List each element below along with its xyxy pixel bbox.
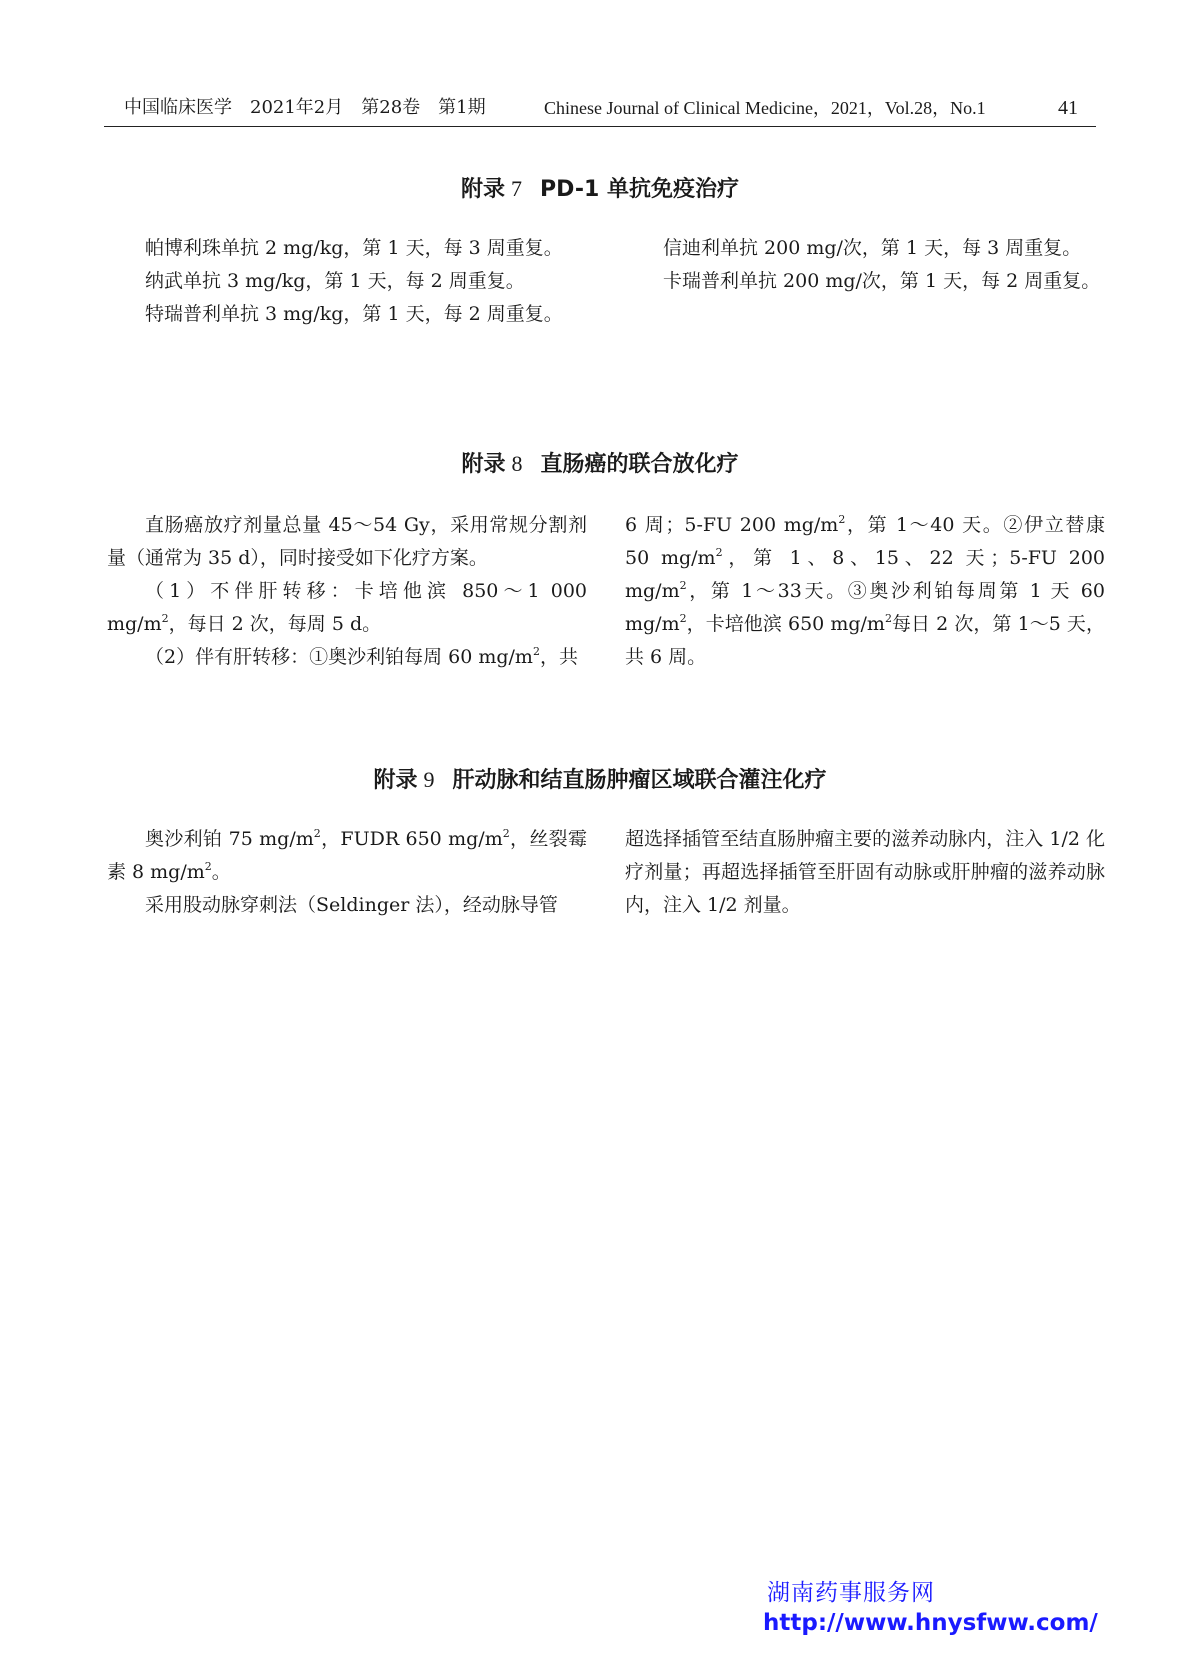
text-run: ，丝裂霉素 8 mg/m [107, 828, 587, 883]
paragraph: 直肠癌放疗剂量总量 45～54 Gy，采用常规分割剂量（通常为 35 d），同时接受如下化疗方案。 [107, 514, 587, 569]
page-number: 41 [1058, 97, 1078, 119]
appendix8-title [0, 447, 1200, 478]
superscript: 2 [204, 860, 212, 873]
appendix-label: 附录 [461, 452, 506, 477]
text-run: 奥沙利铂 75 mg/m [145, 828, 314, 850]
appendix-heading: 肝动脉和结直肠肿瘤区域联合灌注化疗 [452, 768, 827, 793]
paragraph [107, 575, 587, 641]
appendix-heading: PD-1 单抗免疫治疗 [540, 177, 739, 202]
appendix-label: 附录 [373, 768, 418, 793]
journal-issue-cn: 中国临床医学 2021年2月 第28卷 第1期 [124, 97, 486, 118]
superscript: 2 [161, 612, 169, 625]
appendix-number: 8 [511, 451, 523, 476]
superscript: 2 [715, 546, 723, 559]
text-run: ，第 1～33天。③奥沙利铂每周第 1 天 60 mg/m [625, 580, 1105, 635]
regimen-line: 帕博利珠单抗 2 mg/kg，第 1 天，每 3 周重复。 [145, 237, 563, 259]
paragraph [625, 509, 1105, 674]
regimen-line: 纳武单抗 3 mg/kg，第 1 天，每 2 周重复。 [145, 270, 525, 292]
appendix-number: 9 [423, 767, 435, 792]
running-header [104, 96, 1096, 127]
superscript: 2 [313, 827, 321, 840]
superscript: 2 [502, 827, 510, 840]
site-watermark [763, 1578, 1098, 1638]
appendix9-right-column [625, 823, 1105, 922]
regimen-line: 卡瑞普利单抗 200 mg/次，第 1 天，每 2 周重复。 [663, 270, 1101, 292]
appendix7-left-column [107, 232, 587, 331]
appendix8-right-column [625, 509, 1105, 674]
paragraph [107, 823, 587, 889]
text-run: ，每日 2 次，每周 5 d。 [168, 613, 382, 635]
superscript: 2 [679, 579, 687, 592]
text-run: （2）伴有肝转移：①奥沙利铂每周 60 mg/m [145, 646, 533, 668]
text-run: ，第 1、8、15、22 天；5-FU 200 mg/m [625, 547, 1105, 602]
paragraph: 采用股动脉穿刺法（Seldinger 法），经动脉导管 [145, 894, 558, 916]
superscript: 2 [884, 612, 892, 625]
appendix-number: 7 [511, 176, 523, 201]
appendix9-title [0, 763, 1200, 794]
appendix-heading: 直肠癌的联合放化疗 [540, 452, 739, 477]
appendix-label: 附录 [461, 177, 506, 202]
appendix7-right-column [625, 232, 1105, 298]
superscript: 2 [838, 513, 846, 526]
journal-issue-en: Chinese Journal of Clinical Medicine，2021，Vol.28，No.1 [544, 98, 986, 118]
paragraph: 超选择插管至结直肠肿瘤主要的滋养动脉内，注入 1/2 化疗剂量；再超选择插管至肝固有动脉或肝肿瘤的滋养动脉内，注入 1/2 剂量。 [625, 828, 1105, 916]
appendix8-left-column [107, 509, 587, 674]
text-run: 每日 2 次，第 1～5 天，共 6 周。 [625, 613, 1105, 668]
appendix9-left-column [107, 823, 587, 922]
watermark-url[interactable]: http://www.hnysfww.com/ [763, 1610, 1098, 1636]
regimen-line: 特瑞普利单抗 3 mg/kg，第 1 天，每 2 周重复。 [145, 303, 563, 325]
text-run: （1）不伴肝转移：卡培他滨 850～1 000 mg/m [107, 580, 587, 635]
regimen-line: 信迪利单抗 200 mg/次，第 1 天，每 3 周重复。 [663, 237, 1082, 259]
superscript: 2 [532, 645, 540, 658]
text-run: ，FUDR 650 mg/m [320, 828, 503, 850]
paragraph [107, 641, 587, 674]
appendix7-title [0, 172, 1200, 203]
text-run: ，共 [539, 646, 578, 668]
text-run: ，卡培他滨 650 mg/m [686, 613, 885, 635]
text-run: 6 周；5-FU 200 mg/m [625, 514, 839, 536]
watermark-name: 湖南药事服务网 [767, 1580, 935, 1606]
superscript: 2 [679, 612, 687, 625]
text-run: 。 [211, 861, 231, 883]
text-run: ，第 1～40 天。②伊立替康 50 mg/m [625, 514, 1105, 569]
